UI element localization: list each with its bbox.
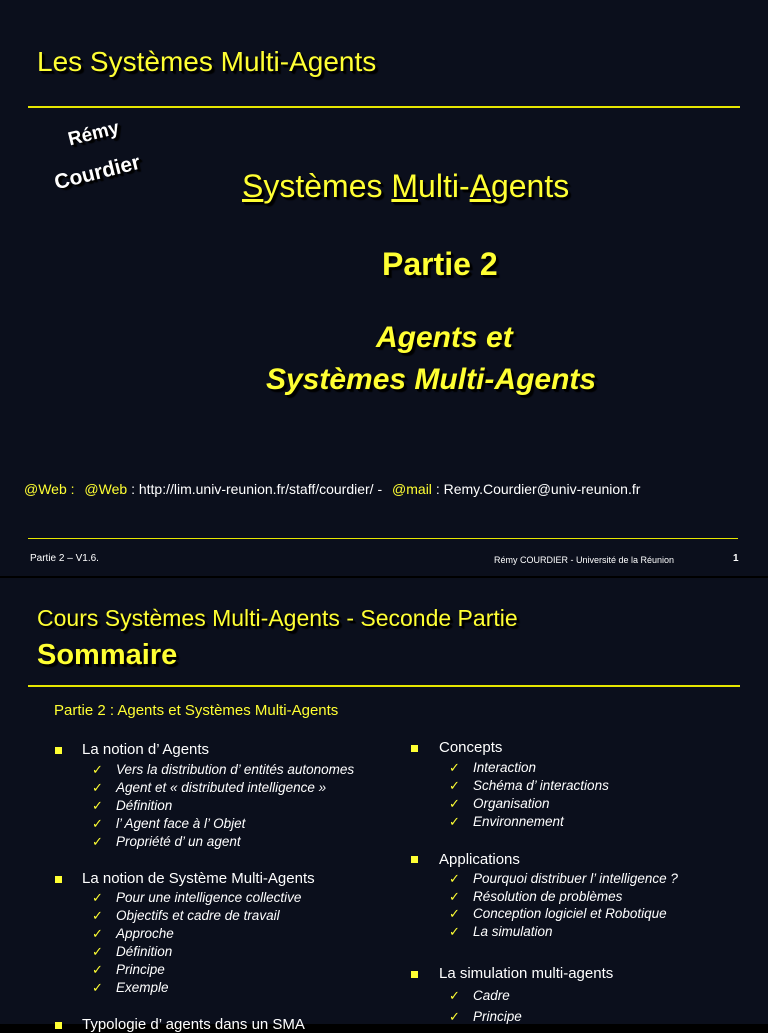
heading-underline <box>28 685 740 687</box>
subtitle-line-1: Agents et <box>376 321 513 354</box>
subtopic: Propriété d’ un agent <box>116 834 241 849</box>
check-icon: ✓ <box>449 988 460 1003</box>
title-underline <box>28 106 740 108</box>
bullet-square <box>55 1022 62 1029</box>
check-icon: ✓ <box>92 816 103 831</box>
check-icon: ✓ <box>92 980 103 995</box>
check-icon: ✓ <box>449 871 460 886</box>
check-icon: ✓ <box>449 1009 460 1024</box>
mail-address[interactable]: : Remy.Courdier@univ-reunion.fr <box>435 481 641 497</box>
main-title-part2: ulti- <box>418 168 470 204</box>
subtopic: Agent et « distributed intelligence » <box>116 780 327 795</box>
footer-page-number: 1 <box>733 553 739 564</box>
check-icon: ✓ <box>449 814 460 829</box>
footer-divider <box>28 538 738 539</box>
slide-2 <box>0 578 768 1033</box>
subtopic: Principe <box>473 1009 522 1024</box>
check-icon: ✓ <box>92 962 103 977</box>
footer-author: Rémy COURDIER - Université de la Réunion <box>494 555 675 565</box>
check-icon: ✓ <box>449 760 460 775</box>
main-title-part3: gents <box>490 168 570 204</box>
web-url[interactable]: : http://lim.univ-reunion.fr/staff/courdier/ - <box>131 481 383 497</box>
check-icon: ✓ <box>92 926 103 941</box>
subtopic: Principe <box>116 962 165 977</box>
subtopic: Définition <box>116 798 173 813</box>
part-label: Partie 2 <box>382 246 498 282</box>
main-title-s: S <box>242 168 264 204</box>
subtopic: Résolution de problèmes <box>473 889 623 904</box>
subtopic: Organisation <box>473 796 550 811</box>
course-title: Cours Systèmes Multi-Agents - Seconde Partie <box>37 605 518 631</box>
check-icon: ✓ <box>449 889 460 904</box>
subtitle-line-2: Systèmes Multi-Agents <box>266 363 597 396</box>
topic-applications: Applications <box>439 851 520 868</box>
topic-concepts: Concepts <box>439 739 503 756</box>
check-icon: ✓ <box>449 924 460 939</box>
subtopic: Exemple <box>116 980 169 995</box>
bullet-square <box>411 971 418 978</box>
topic-sma: La notion de Système Multi-Agents <box>82 870 315 887</box>
subtopic: Objectifs et cadre de travail <box>116 908 280 923</box>
topic-simulation: La simulation multi-agents <box>439 965 614 982</box>
check-icon: ✓ <box>449 906 460 921</box>
subtopic: Interaction <box>473 760 537 775</box>
subtopic: Approche <box>116 926 174 941</box>
author-last-name: Courdier <box>52 150 143 195</box>
subtopic: Vers la distribution d’ entités autonomes <box>116 762 355 777</box>
check-icon: ✓ <box>92 762 103 777</box>
author-first-name: Rémy <box>66 117 122 151</box>
web-label-1: @Web : <box>24 481 75 497</box>
subtopic: Pourquoi distribuer l’ intelligence ? <box>473 871 678 886</box>
main-title-a: A <box>469 168 491 204</box>
main-title <box>242 168 569 205</box>
slide-title: Les Systèmes Multi-Agents <box>37 46 377 77</box>
bullet-square <box>411 745 418 752</box>
bullet-square <box>411 856 418 863</box>
subtopic: Environnement <box>473 814 564 829</box>
check-icon: ✓ <box>449 778 460 793</box>
topic-agents: La notion d’ Agents <box>82 741 210 758</box>
subtopic: l’ Agent face à l’ Objet <box>116 816 246 831</box>
web-label-2: @Web <box>84 481 128 497</box>
check-icon: ✓ <box>92 944 103 959</box>
subtopic: Cadre <box>473 988 510 1003</box>
check-icon: ✓ <box>449 796 460 811</box>
main-title-part1: ystèmes <box>263 168 392 204</box>
topic-typologie: Typologie d’ agents dans un SMA <box>82 1016 305 1033</box>
main-title-m: M <box>391 168 419 204</box>
check-icon: ✓ <box>92 890 103 905</box>
mail-label: @mail <box>392 481 432 497</box>
subtopic: La simulation <box>473 924 553 939</box>
check-icon: ✓ <box>92 798 103 813</box>
bullet-square <box>55 876 62 883</box>
sommaire-heading: Sommaire <box>37 639 178 671</box>
check-icon: ✓ <box>92 908 103 923</box>
section-title: Partie 2 : Agents et Systèmes Multi-Agents <box>54 702 339 719</box>
check-icon: ✓ <box>92 780 103 795</box>
subtopic: Pour une intelligence collective <box>116 890 302 905</box>
subtopic: Définition <box>116 944 173 959</box>
subtopic: Schéma d’ interactions <box>473 778 609 793</box>
contact-line <box>24 481 640 497</box>
check-icon: ✓ <box>92 834 103 849</box>
footer-version: Partie 2 – V1.6. <box>30 553 99 564</box>
subtopic: Conception logiciel et Robotique <box>473 906 667 921</box>
bullet-square <box>55 747 62 754</box>
